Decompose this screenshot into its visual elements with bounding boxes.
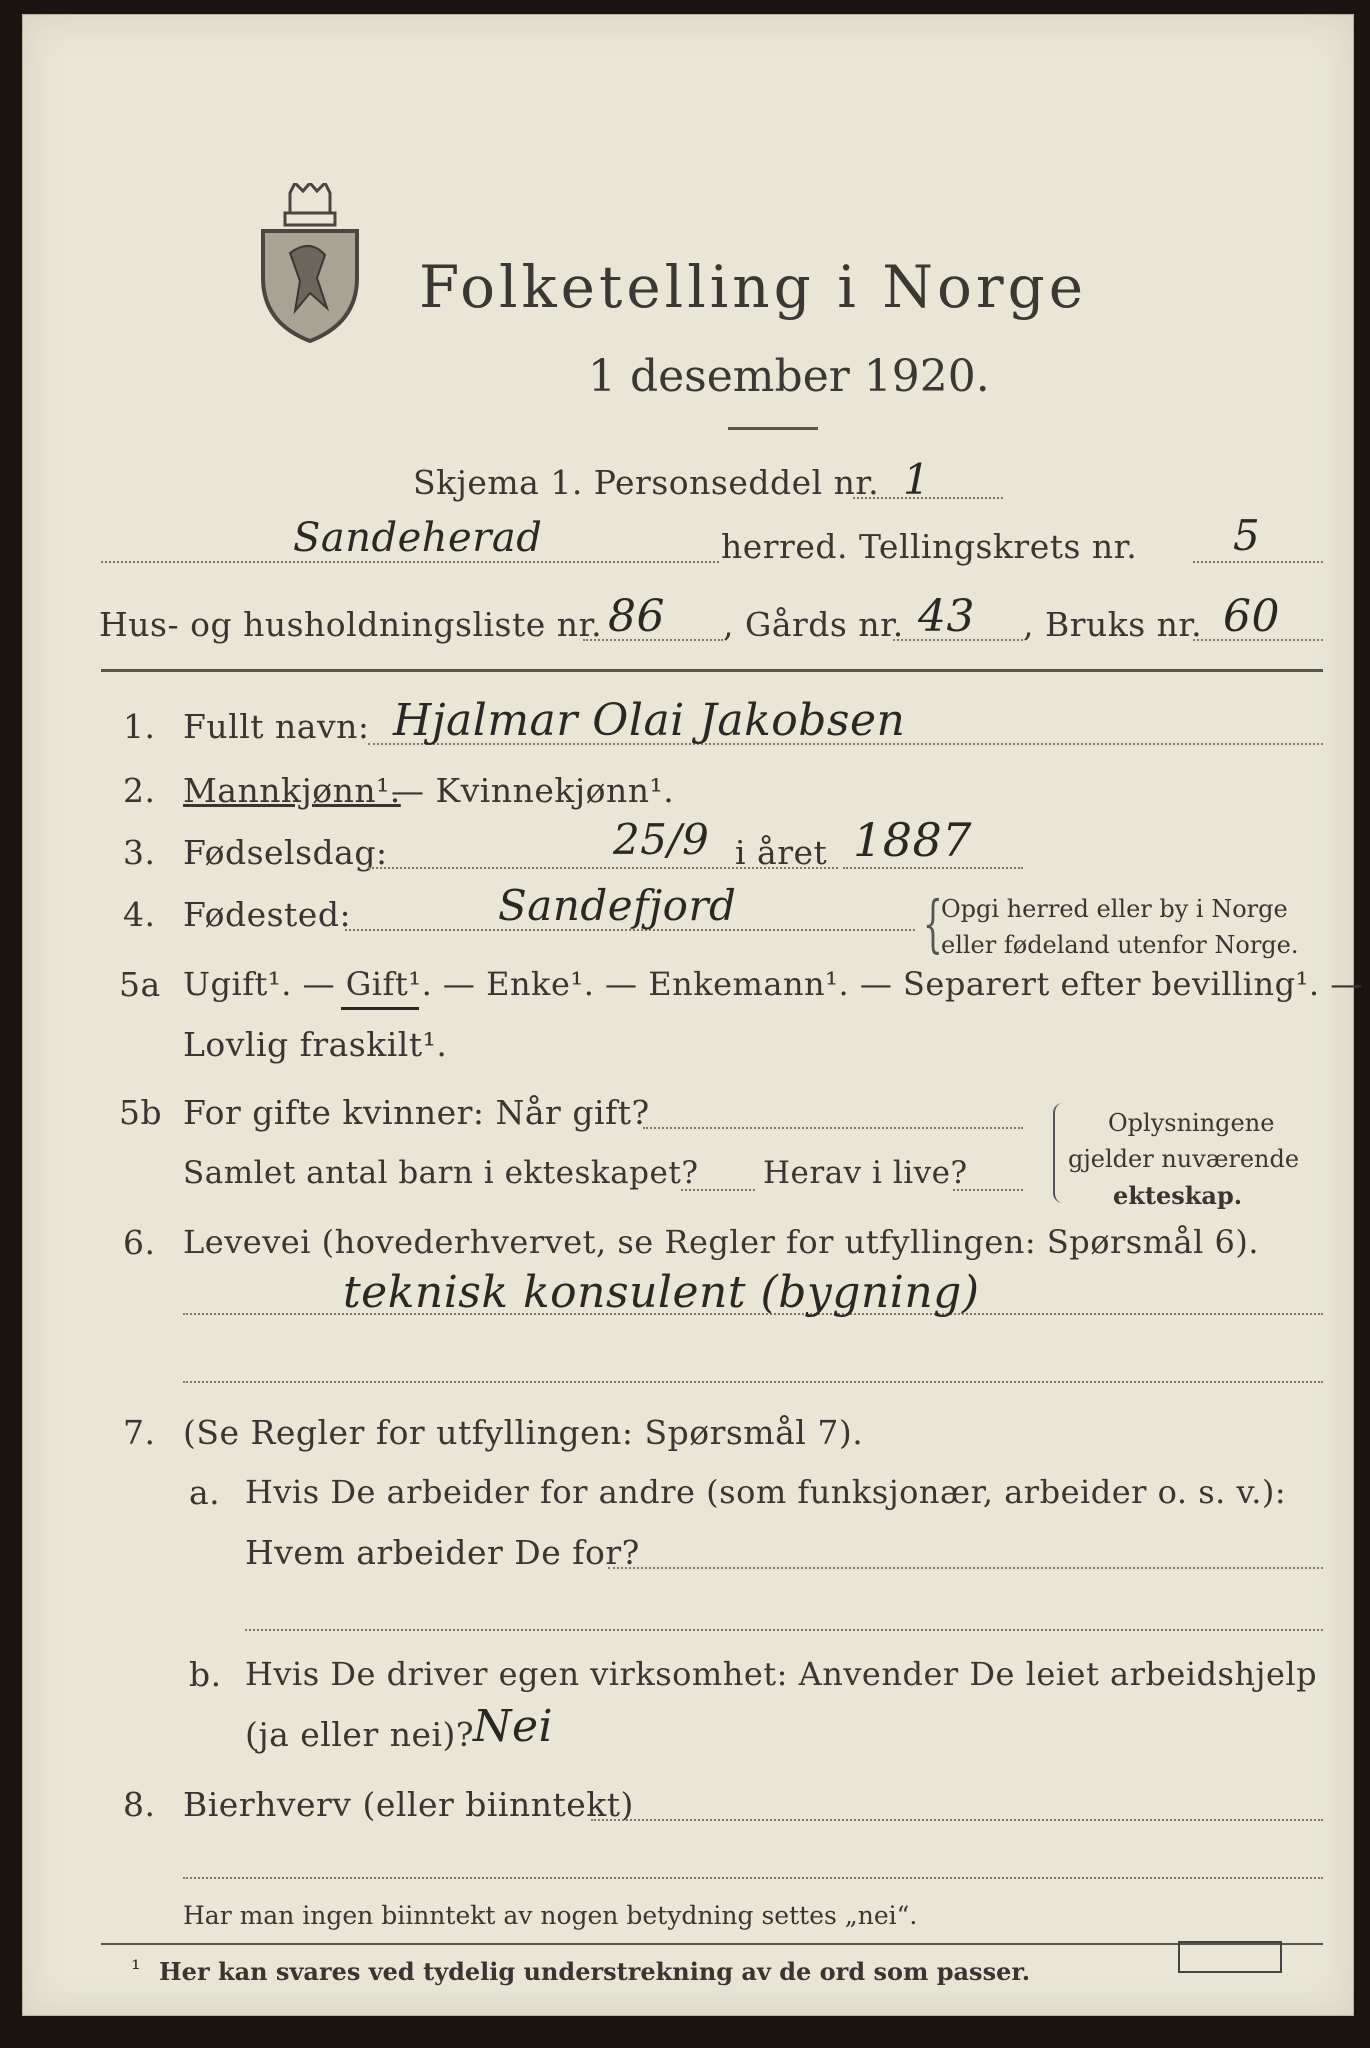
q5b-line1: For gifte kvinner: Når gift? [183,1093,650,1132]
q3-day-value[interactable]: 25/9 [613,815,710,864]
q8-answer-line1 [591,1819,1323,1821]
footnote-rule [101,1943,1323,1945]
q1-label: Fullt navn: [183,707,370,746]
q5b-barn-line [681,1189,755,1191]
q7b-line2: (ja eller nei)? [245,1715,475,1754]
q2-mannkjonn[interactable]: Mannkjønn¹. [183,771,401,810]
printer-stamp [1178,1941,1282,1973]
q4-note-brace: { [923,887,943,960]
tellingskrets-value[interactable]: 5 [1233,511,1261,560]
q5a-gift-underline [341,1007,419,1010]
census-form-sheet [22,14,1363,2016]
form-title: Folketelling i Norge [419,253,1088,321]
q7a-answer-line2 [245,1629,1323,1631]
q2-number: 2. [123,771,156,810]
q4-value[interactable]: Sandefjord [498,881,737,930]
q1-value[interactable]: Hjalmar Olai Jakobsen [393,695,906,746]
herred-label: herred. Tellingskrets nr. [721,527,1138,566]
q5b-number: 5b [119,1093,163,1132]
skjema-label: Skjema 1. Personseddel nr. [413,463,880,502]
q8-answer-line2 [183,1877,1323,1879]
census-date: 1 desember 1920. [588,351,990,402]
q7-label: (Se Regler for utfyllingen: Spørsmål 7). [183,1413,864,1452]
q2-kvinnekjonn[interactable]: — Kvinnekjønn¹. [391,771,675,810]
q7a-number: a. [189,1473,221,1512]
q3-year-value[interactable]: 1887 [853,813,973,867]
q5b-live-line [953,1189,1023,1191]
q7b-value[interactable]: Nei [473,1701,554,1752]
q5a-fraskilt[interactable]: Lovlig fraskilt¹. [183,1025,448,1064]
q7a-line1: Hvis De arbeider for andre (som funksjonær, arbeider o. s. v.): [245,1473,1287,1511]
gards-value[interactable]: 43 [918,591,975,642]
q4-note-line1: Opgi herred eller by i Norge [941,895,1288,923]
tellingskrets-line [1193,561,1323,563]
bruks-label: , Bruks nr. [1023,605,1203,644]
q5b-note-line3: ekteskap. [1113,1181,1243,1210]
q3-number: 3. [123,833,156,872]
q3-label: Fødselsdag: [183,833,388,872]
bruks-value[interactable]: 60 [1223,591,1280,642]
coat-of-arms-icon [255,183,365,347]
q5a-number: 5a [119,965,161,1004]
q6-number: 6. [123,1223,156,1262]
q4-note-line2: eller fødeland utenfor Norge. [941,931,1299,959]
footnote-mark: ¹ [131,1955,141,1983]
q1-number: 1. [123,707,156,746]
q3-year-line [843,867,1023,869]
q3-year-label: i året [735,833,828,872]
q5a-options[interactable]: Ugift¹. — Gift¹. — Enke¹. — Enkemann¹. — Separert efter bevilling¹. — [183,965,1363,1003]
q8-note: Har man ingen biinntekt av nogen betydning settes „nei“. [183,1901,918,1930]
q7a-answer-line1 [608,1567,1323,1569]
q6-label: Levevei (hovederhvervet, se Regler for utfyllingen: Spørsmål 6). [183,1223,1260,1261]
q6-value[interactable]: teknisk konsulent (bygning) [343,1267,980,1318]
hus-label: Hus- og husholdningsliste nr. [99,605,603,644]
personseddel-value[interactable]: 1 [903,455,931,504]
q5b-note-line1: Oplysningene [1108,1109,1275,1137]
header-rule [101,669,1323,672]
q5b-gift-line [643,1127,1023,1129]
q5b-note-line2: gjelder nuværende [1068,1145,1300,1173]
q7a-line2: Hvem arbeider De for? [245,1533,640,1572]
q8-label: Bierhverv (eller biinntekt) [183,1785,634,1824]
q6-line2 [183,1381,1323,1383]
footnote-text: Her kan svares ved tydelig understrekning av de ord som passer. [159,1957,1031,1986]
title-divider [728,427,818,430]
gards-label: , Gårds nr. [723,605,904,644]
herred-value[interactable]: Sandeherad [293,515,543,561]
q5b-note-brace [1053,1103,1065,1203]
q4-label: Fødested: [183,895,352,934]
q5b-barn-label: Samlet antal barn i ekteskapet? [183,1155,699,1191]
q7b-number: b. [189,1655,222,1694]
q4-number: 4. [123,895,156,934]
herred-line [101,561,719,563]
hus-value[interactable]: 86 [608,591,665,642]
q7b-line1: Hvis De driver egen virksomhet: Anvender De leiet arbeidshjelp [245,1655,1318,1693]
q7-number: 7. [123,1413,156,1452]
q8-number: 8. [123,1785,156,1824]
q5b-live-label: Herav i live? [763,1155,968,1191]
